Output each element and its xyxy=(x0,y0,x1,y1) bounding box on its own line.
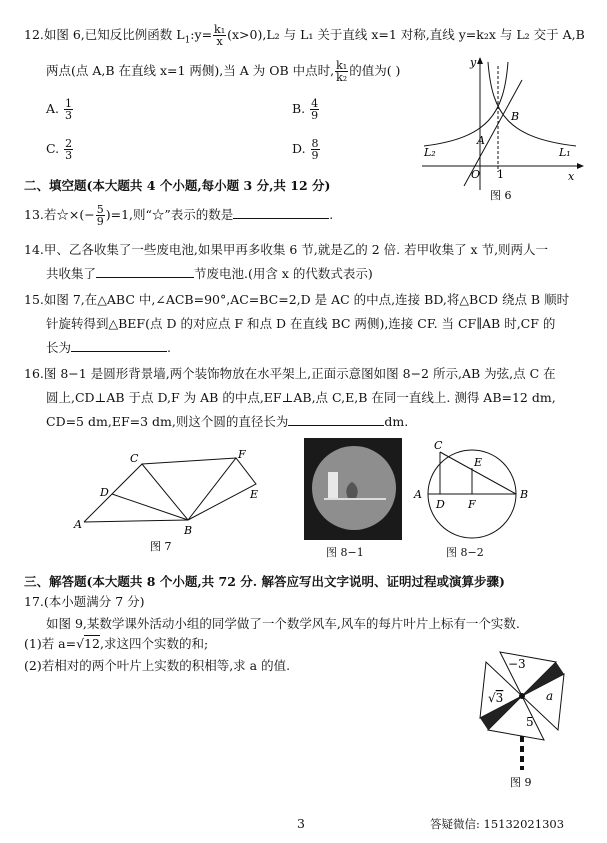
hub xyxy=(519,693,525,699)
blade-value-top: −3 xyxy=(508,657,526,671)
option-fraction xyxy=(64,98,73,121)
point-label-b: B xyxy=(511,110,520,123)
text: . xyxy=(167,340,171,355)
option-fraction xyxy=(310,98,319,121)
option-fraction xyxy=(64,138,73,161)
option-d xyxy=(292,138,321,161)
figure-6 xyxy=(418,54,590,202)
radicand: 3 xyxy=(495,691,504,705)
text: 共收集了 xyxy=(46,266,97,281)
numerator: 2 xyxy=(65,137,73,150)
q17-intro: 如图 9,某数学课外活动小组的同学做了一个数学风车,风车的每片叶片上标有一个实数. xyxy=(46,616,520,631)
q16-line1: 16.图 8−1 是圆形背景墙,两个装饰物放在水平架上,正面示意图如图 8−2 所示,AB 为弦,点 C 在 xyxy=(24,366,556,381)
q16-line2: 圆上,CD⊥AB 于点 D,F 为 AB 的中点,EF⊥AB,点 C,E,B 在同一直线上. 测得 AB=12 dm, xyxy=(46,390,556,405)
curve-label-l2: L₂ xyxy=(424,146,436,159)
option-b xyxy=(292,98,320,121)
denominator: 9 xyxy=(311,109,319,122)
option-fraction xyxy=(311,138,320,161)
contact-info: 答疑微信: 15132021303 xyxy=(430,817,565,831)
section-title-solve: 三、解答题(本大题共 8 个小题,共 72 分. 解答应写出文字说明、证明过程或演算步骤) xyxy=(24,574,505,589)
option-c xyxy=(46,138,74,161)
point-label-e: E xyxy=(474,456,483,469)
point-label-b: B xyxy=(520,488,529,501)
shelf xyxy=(324,498,386,500)
page-number: 3 xyxy=(297,816,305,831)
point-label-f: F xyxy=(468,498,476,511)
figure-9-pinwheel xyxy=(472,644,576,792)
point-label-f: F xyxy=(238,448,246,461)
q15-line2: 针旋转得到△BEF(点 D 的对应点 F 和点 D 在直线 BC 两侧),连接 CF. 当 CF∥AB 时,CF 的 xyxy=(46,316,556,331)
curve-l2 xyxy=(424,62,508,146)
radicand: 12 xyxy=(84,636,100,651)
blade-value-left: √3 xyxy=(488,691,504,705)
figure-7-outline xyxy=(84,458,259,522)
text: 节废电池.(用含 x 的代数式表示) xyxy=(194,266,373,281)
text: 13.若☆×(− xyxy=(24,207,95,222)
numerator: 1 xyxy=(65,97,72,110)
curve-l1 xyxy=(488,62,576,146)
figure-8-2-caption: 图 8−2 xyxy=(446,546,484,559)
fraction-5-9 xyxy=(96,204,105,227)
point-label-b: B xyxy=(184,524,193,537)
denominator: x xyxy=(216,35,223,48)
figure-8-2 xyxy=(408,438,540,542)
option-a xyxy=(46,98,74,121)
segment-db xyxy=(112,494,188,520)
ornament xyxy=(328,472,338,498)
q13 xyxy=(24,204,333,227)
text: 12.如图 6,已知反比例函数 L xyxy=(24,27,185,42)
q17-part2: (2)若相对的两个叶片上实数的积相等,求 a 的值. xyxy=(24,658,291,673)
text: CD=5 dm,EF=3 dm,则这个圆的直径长为 xyxy=(46,414,289,429)
q17-head: 17.(本小题满分 7 分) xyxy=(24,594,145,609)
text: )=1,则“☆”表示的数是 xyxy=(105,207,234,222)
q12-line1: 12.如图 6,已知反比例函数 $L_1:y=$ $\frac{\text{k₁}}{x}$ (x>0),L₂ 与 L₁ 关于直线 x=1 对称,直线 y=k₂x 与 L₂ 交于 A,B xyxy=(24,23,585,48)
axis-label-y: y xyxy=(470,56,477,69)
point-label-a: A xyxy=(414,488,422,501)
denominator: k₂ xyxy=(336,71,348,84)
answer-blank[interactable] xyxy=(71,351,167,352)
numerator: 8 xyxy=(311,137,319,150)
answer-blank[interactable] xyxy=(288,425,384,426)
point-label-a: A xyxy=(477,134,485,147)
option-label: A. xyxy=(46,101,60,116)
blade-value-bottom: 5 xyxy=(526,715,534,729)
point-label-e: E xyxy=(250,488,259,501)
option-label: C. xyxy=(46,141,60,156)
numerator: 4 xyxy=(311,97,319,110)
point-label-c: C xyxy=(434,439,443,452)
denominator: 3 xyxy=(65,109,72,122)
figure-caption: 图 9 xyxy=(510,776,532,789)
text: (1)若 a= xyxy=(24,636,77,651)
text: dm. xyxy=(384,414,409,429)
denominator: 3 xyxy=(65,149,73,162)
segment-ab xyxy=(84,520,188,522)
numerator: k₁ xyxy=(336,59,348,72)
denominator: 9 xyxy=(96,215,104,228)
curve-label-l1: L₁ xyxy=(559,146,571,159)
text: . xyxy=(329,207,334,222)
section-title-fill-blank: 二、填空题(本大题共 4 个小题,每小题 3 分,共 12 分) xyxy=(24,178,331,193)
text: ,求这四个实数的和; xyxy=(99,636,209,651)
figure-caption: 图 6 xyxy=(490,189,512,202)
blade-value-right: a xyxy=(546,689,554,703)
text: 长为 xyxy=(46,340,72,355)
q15-line3 xyxy=(46,338,171,356)
figure-7 xyxy=(70,448,270,558)
numerator: k₁ xyxy=(214,23,226,36)
option-label: B. xyxy=(292,101,306,116)
sqrt-symbol: √ xyxy=(76,636,85,651)
y-arrow-icon xyxy=(477,57,483,64)
point-label-a: A xyxy=(74,518,82,531)
figure-8-1-caption: 图 8−1 xyxy=(326,546,364,559)
fraction-k1-over-k2 xyxy=(335,60,348,83)
wall-image xyxy=(304,438,402,540)
q15-line1: 15.如图 7,在△ABC 中,∠ACB=90°,AC=BC=2,D 是 AC 的中点,连接 BD,将△BCD 绕点 B 顺时 xyxy=(24,292,570,307)
figure-caption: 图 7 xyxy=(150,540,172,553)
fraction-k1-over-x xyxy=(213,24,226,47)
text: 的值为( ) xyxy=(349,63,401,78)
text: 两点(点 A,B 在直线 x=1 两侧),当 A 为 OB 中点时, xyxy=(46,63,335,78)
tick-label-1: 1 xyxy=(497,168,504,181)
q14-line2 xyxy=(46,264,373,282)
numerator: 5 xyxy=(96,203,104,216)
answer-blank[interactable] xyxy=(96,277,194,278)
x-arrow-icon xyxy=(577,163,584,169)
point-label-d: D xyxy=(100,486,109,499)
point-label-c: C xyxy=(130,452,139,465)
text: (x>0),L₂ 与 L₁ 关于直线 x=1 对称,直线 y=k₂x 与 L₂ 交于 A,B xyxy=(227,27,585,42)
q12-line2 xyxy=(46,60,400,83)
q17-part1 xyxy=(24,634,208,652)
text: :y= xyxy=(190,27,213,42)
axis-label-x: x xyxy=(568,170,575,183)
figure-8-1-photo xyxy=(304,438,402,540)
q14-line1: 14.甲、乙各收集了一些废电池,如果甲再多收集 6 节,就是乙的 2 倍. 若甲收集了 x 节,则两人一 xyxy=(24,242,549,257)
segment-cf xyxy=(142,458,236,464)
point-label-d: D xyxy=(436,498,445,511)
option-label: D. xyxy=(292,141,306,156)
origin-label: O xyxy=(471,168,481,181)
q16-line3 xyxy=(46,412,408,430)
denominator: 9 xyxy=(311,149,319,162)
answer-blank[interactable] xyxy=(233,218,329,219)
